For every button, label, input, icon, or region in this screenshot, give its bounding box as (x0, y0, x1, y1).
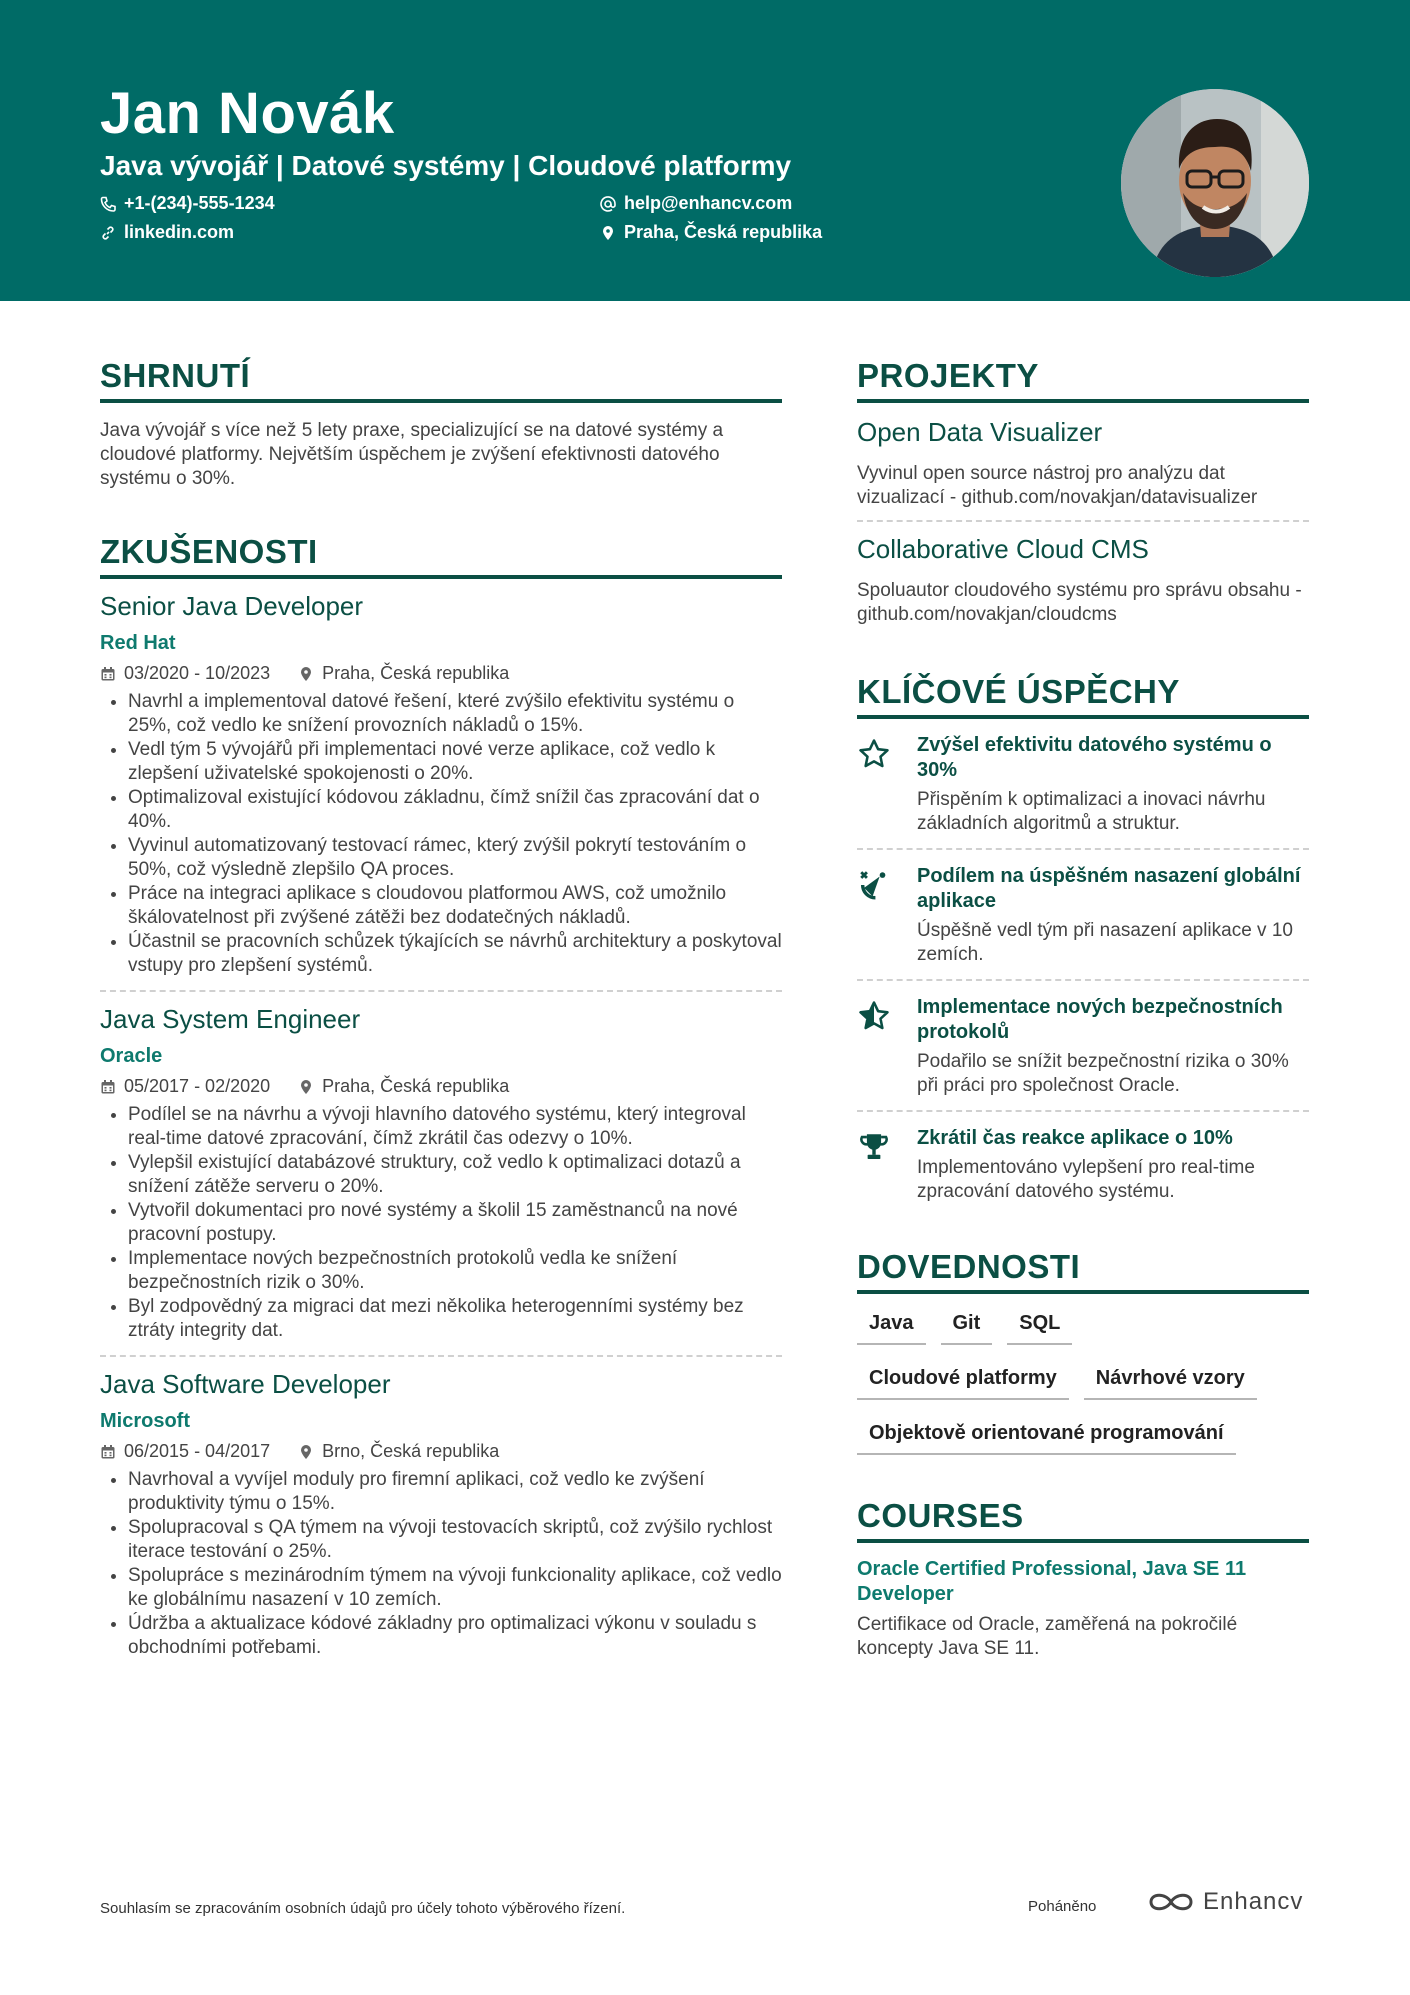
profile-photo (1121, 89, 1309, 277)
candidate-title: Java vývojář | Datové systémy | Cloudové platformy (100, 150, 792, 181)
location-pin-icon (298, 1444, 314, 1460)
location-pin-icon (298, 1079, 314, 1095)
job-dates (100, 1441, 270, 1462)
email-text: help@enhancv.com (624, 193, 793, 213)
skill-tag: SQL (1007, 1312, 1072, 1345)
job-bullet: • Vyvinul automatizovaný testovací rámec, který zvýšil pokrytí testováním o 50%, což výsledně zlepšilo QA proces. (128, 834, 782, 882)
skill-tag: Java (857, 1312, 926, 1345)
location-text: Praha, Česká republika (624, 222, 823, 242)
skill-tag: Git (941, 1312, 993, 1345)
achievement-title: Zvýšel efektivitu datového systému o 30% (917, 734, 1272, 781)
right-column (857, 357, 1309, 1661)
contact-phone (100, 193, 275, 214)
job-location-text: Brno, Česká republika (322, 1441, 500, 1461)
phone-text: +1-(234)-555-1234 (124, 193, 275, 213)
job-bullet: • Práce na integraci aplikace s cloudovou platformou AWS, což umožnilo škálovatelnost při zvýšené zátěži bez dodatečných nákladů. (128, 882, 782, 930)
job-bullets (100, 1468, 782, 1660)
achievement-title: Zkrátil čas reakce aplikace o 10% (917, 1127, 1233, 1149)
job-entry (100, 1004, 782, 1357)
project-desc: Vyvinul open source nástroj pro analýzu dat vizualizací - github.com/novakjan/datavisualizer (857, 463, 1258, 508)
skills-row (857, 1422, 1309, 1455)
course-item (857, 1557, 1309, 1661)
skill-tag: Návrhové vzory (1084, 1367, 1257, 1400)
achievement-desc: Podařilo se snížit bezpečnostní rizika o 30% při práci pro společnost Oracle. (917, 1051, 1289, 1096)
job-title: Java Software Developer (100, 1369, 391, 1399)
project-item (857, 403, 1309, 522)
job-meta (100, 1076, 782, 1097)
achievement-desc: Úspěšně vedl tým při nasazení aplikace v 10 zemích. (917, 920, 1293, 965)
courses-heading: COURSES (857, 1497, 1309, 1543)
calendar-icon (100, 1079, 116, 1095)
project-title: Open Data Visualizer (857, 417, 1103, 447)
skill-tag: Cloudové platformy (857, 1367, 1069, 1400)
resume-header (0, 0, 1410, 301)
skills-heading: DOVEDNOSTI (857, 1248, 1309, 1294)
calendar-icon (100, 1444, 116, 1460)
at-icon (600, 196, 616, 212)
job-location (298, 1441, 499, 1462)
skills-row (857, 1312, 1309, 1345)
job-bullets (100, 1103, 782, 1343)
summary-text: Java vývojář s více než 5 lety praxe, specializující se na datové systémy a cloudové platformy. Největším úspěchem je zvýšení efektivnosti datového systému o 30%. (100, 420, 724, 489)
job-location-text: Praha, Česká republika (322, 1076, 510, 1096)
achievement-item (857, 850, 1309, 981)
job-dates (100, 1076, 270, 1097)
company-name: Red Hat (100, 632, 176, 654)
achievement-item (857, 981, 1309, 1112)
job-location-text: Praha, Česká republika (322, 663, 510, 683)
job-dates-text: 05/2017 - 02/2020 (124, 1076, 271, 1096)
consent-note: Souhlasím se zpracováním osobních údajů pro účely tohoto výběrového řízení. (100, 1900, 626, 1917)
enhancv-logo[interactable] (1147, 1888, 1303, 1916)
project-item (857, 522, 1309, 627)
achievement-item (857, 1112, 1309, 1204)
avatar-portrait (1121, 89, 1309, 277)
skills-row (857, 1367, 1309, 1400)
job-bullets (100, 690, 782, 978)
job-bullet: • Vytvořil dokumentaci pro nové systémy a školil 15 zaměstnanců na nové pracovní postupy. (128, 1199, 782, 1247)
job-location (298, 1076, 509, 1097)
contact-email[interactable] (600, 193, 792, 214)
left-column (100, 357, 782, 1660)
projects-heading: PROJEKTY (857, 357, 1309, 403)
job-bullet: • Optimalizoval existující kódovou základnu, čímž snížil čas zpracování dat o 40%. (128, 786, 782, 834)
course-desc: Certifikace od Oracle, zaměřená na pokročilé koncepty Java SE 11. (857, 1614, 1238, 1659)
job-bullet: • Podílel se na návrhu a vývoji hlavního datového systému, který integroval real-time datové zpracování, čímž zkrátil čas odezvy o 10%. (128, 1103, 782, 1151)
job-bullet: • Implementace nových bezpečnostních protokolů vedla ke snížení bezpečnostních rizik o 30%. (128, 1247, 782, 1295)
job-title: Java System Engineer (100, 1004, 361, 1034)
job-meta (100, 1441, 782, 1462)
enhancv-brand-text: Enhancv (1203, 1888, 1304, 1915)
candidate-name: Jan Novák (100, 81, 395, 146)
job-bullet: • Spolupráce s mezinárodním týmem na vývoji funkcionality aplikace, což vedlo ke globálnímu nasazení v 10 zemích. (128, 1564, 782, 1612)
calendar-icon (100, 666, 116, 682)
location-pin-icon (298, 666, 314, 682)
linkedin-text: linkedin.com (124, 222, 235, 242)
job-bullet: • Spolupracoval s QA týmem na vývoji testovacích skriptů, což zvýšilo rychlost iterace testování o 25%. (128, 1516, 782, 1564)
job-title: Senior Java Developer (100, 591, 364, 621)
contact-location (600, 222, 822, 243)
project-title: Collaborative Cloud CMS (857, 534, 1149, 564)
job-bullet: • Údržba a aktualizace kódové základny pro optimalizaci výkonu v souladu s obchodními potřebami. (128, 1612, 782, 1660)
job-meta (100, 663, 782, 684)
skill-tag: Objektově orientované programování (857, 1422, 1236, 1455)
phone-icon (100, 196, 116, 212)
satellite-dish-icon (857, 864, 897, 967)
job-bullet: • Byl zodpovědný za migraci dat mezi několika heterogenními systémy bez ztráty integrity dat. (128, 1295, 782, 1343)
achievement-title: Implementace nových bezpečnostních protokolů (917, 996, 1283, 1043)
achievement-title: Podílem na úspěšném nasazení globální aplikace (917, 865, 1301, 912)
job-entry (100, 591, 782, 992)
achievement-desc: Implementováno vylepšení pro real-time zpracování datového systému. (917, 1157, 1255, 1202)
achievement-desc: Přispěním k optimalizaci a inovaci návrhu základních algoritmů a struktur. (917, 789, 1266, 834)
course-title: Oracle Certified Professional, Java SE 11 Developer (857, 1558, 1247, 1605)
experience-heading: ZKUŠENOSTI (100, 533, 782, 579)
project-desc: Spoluautor cloudového systému pro správu obsahu - github.com/novakjan/cloudcms (857, 580, 1302, 625)
job-bullet: • Vedl tým 5 vývojářů při implementaci nové verze aplikace, což vedlo k zlepšení uživatelské spokojenosti o 20%. (128, 738, 782, 786)
job-location (298, 663, 509, 684)
job-entry (100, 1369, 782, 1660)
job-dates-text: 06/2015 - 04/2017 (124, 1441, 271, 1461)
location-pin-icon (600, 225, 616, 241)
enhancv-logo-icon (1147, 1889, 1195, 1915)
link-icon (100, 225, 116, 241)
achievement-item (857, 719, 1309, 850)
job-bullet: • Účastnil se pracovních schůzek týkajících se návrhů architektury a poskytoval vstupy pro zlepšení systémů. (128, 930, 782, 978)
powered-by-label: Poháněno (1028, 1898, 1097, 1915)
skills-list (857, 1312, 1309, 1455)
job-bullet: • Vylepšil existující databázové struktury, což vedlo k optimalizaci dotazů a snížení zátěže serveru o 20%. (128, 1151, 782, 1199)
star-outline-icon (857, 733, 897, 836)
company-name: Oracle (100, 1045, 163, 1067)
job-bullet: • Navrhoval a vyvíjel moduly pro firemní aplikaci, což vedlo ke zvýšení produktivity týmu o 15%. (128, 1468, 782, 1516)
half-star-icon (857, 995, 897, 1098)
job-dates (100, 663, 270, 684)
summary-heading: SHRNUTÍ (100, 357, 782, 403)
job-bullet: • Navrhl a implementoval datové řešení, které zvýšilo efektivitu systému o 25%, což vedlo ke snížení provozních nákladů o 15%. (128, 690, 782, 738)
trophy-icon (857, 1126, 897, 1204)
achievements-heading: KLÍČOVÉ ÚSPĚCHY (857, 673, 1309, 719)
company-name: Microsoft (100, 1410, 190, 1432)
job-dates-text: 03/2020 - 10/2023 (124, 663, 271, 683)
contact-linkedin[interactable] (100, 222, 234, 243)
